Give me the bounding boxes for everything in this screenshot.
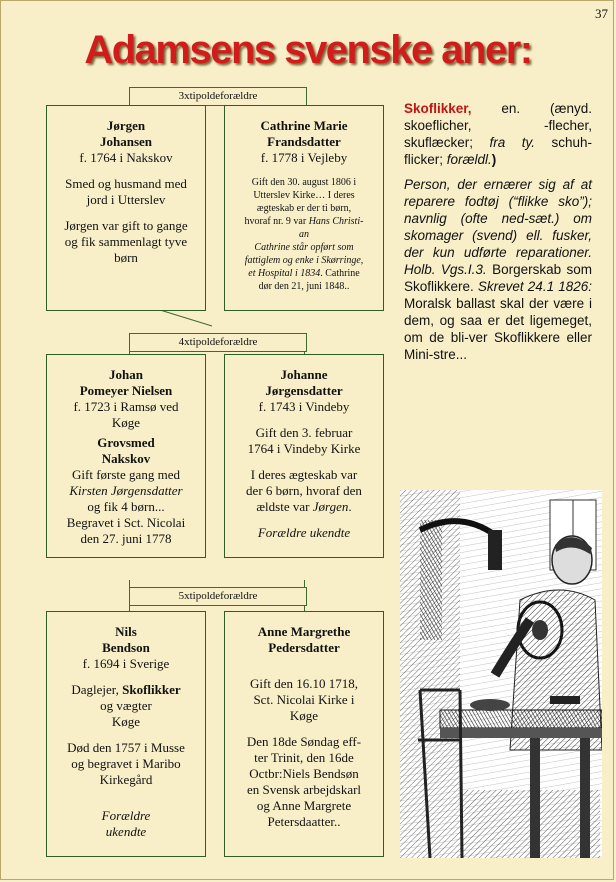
occupation: Nakskov: [101, 451, 151, 466]
parents-info: Forældre: [101, 808, 151, 823]
person-name: Johansen: [99, 134, 153, 149]
parents-info: Forældre ukendte: [257, 525, 351, 540]
connector-diagonal: [150, 308, 270, 328]
note: børn: [114, 250, 138, 265]
person-name: Johanne: [280, 367, 328, 382]
occupation: Køge: [111, 714, 141, 729]
death-info: Død den 1757 i Musse: [67, 740, 185, 755]
generation-label-g4: 4xtipoldeforældre: [129, 333, 307, 352]
person-name: Jørgen: [106, 118, 146, 133]
person-name: Anne Margrethe: [257, 624, 351, 639]
burial-info: den 27. juni 1778: [80, 531, 172, 546]
person-card-johan-pomeyer-nielsen: [46, 354, 206, 558]
cobbler-illustration: [400, 490, 602, 858]
page-title: Adamsens svenske aner:: [84, 28, 532, 72]
occupation: og vægter: [100, 698, 152, 713]
children-info: an: [299, 229, 309, 240]
death-info: dør den 21, juni 1848..: [258, 281, 350, 292]
person-card-nils-bendson: [46, 611, 206, 857]
person-name: Pomeyer Nielsen: [79, 383, 173, 398]
birth-info: f. 1764 i Nakskov: [79, 150, 173, 165]
person-name: Frandsdatter: [267, 134, 341, 149]
children-info: og fik 4 børn...: [87, 499, 165, 514]
birth-info: f. 1694 i Sverige: [82, 656, 170, 671]
burial-info: og begravet i Maribo: [71, 756, 181, 771]
burial-info: Begravet i Sct. Nicolai: [66, 515, 186, 530]
person-card-johanne-jorgensdatter: [224, 354, 384, 558]
marriage-info: Køge: [289, 708, 319, 723]
person-name: Nils: [115, 624, 137, 639]
marriage-info: Kirsten Jørgensdatter: [69, 483, 183, 498]
page-number: 37: [595, 6, 608, 21]
children-info: ældste var Jørgen.: [256, 499, 352, 514]
record-note: en Svensk arbejdskarl: [246, 782, 362, 797]
definition-body-paragraph: Person, der ernærer sig af at reparere fodtøj (“flikke sko”); navnlig (ofte ned-sæt.) om skomager (svend) ell. fusker, der kun udførte reparationer. Holb. Vgs.I.3. Borgerskab som Skoflikkere. Skrevet 24.1 1826: Moralsk ballast skal der være i dem, og saa er det ligemeget, om de bli-ver Skoflikkere eller Mini-stre...: [404, 177, 592, 362]
marriage-info: Sct. Nicolai Kirke i: [253, 692, 355, 707]
marriage-info: Gift den 30. august 1806 i: [251, 177, 357, 188]
children-info: ægteskab er der ti børn,: [256, 203, 352, 214]
note: et Hospital i 1834. Cathrine: [248, 268, 360, 279]
record-note: og Anne Margrete: [256, 798, 352, 813]
record-note: Den 18de Søndag eff-: [246, 734, 362, 749]
record-note: Petersdaatter..: [267, 814, 341, 829]
occupation: Daglejer, Skoflikker: [71, 682, 181, 697]
person-card-anne-margrethe-pedersdatter: [224, 611, 384, 857]
marriage-info: Gift den 16.10 1718,: [250, 676, 358, 691]
marriage-info: Gift den 3. februar: [255, 425, 353, 440]
person-name: Johan: [109, 367, 143, 382]
burial-info: Kirkegård: [99, 772, 153, 787]
birth-info: Køge: [111, 415, 141, 430]
occupation: Smed og husmand med: [65, 176, 187, 191]
note: fattiglem og enke i Skørringe,: [244, 255, 364, 266]
person-name: Pedersdatter: [268, 640, 340, 655]
person-name: Jørgensdatter: [265, 383, 343, 398]
person-card-jorgen-johansen: [46, 105, 206, 311]
birth-info: f. 1743 i Vindeby: [258, 399, 350, 414]
note: og fik sammenlagt tyve: [64, 234, 188, 249]
note: Cathrine står opført som: [254, 242, 354, 253]
person-name: Cathrine Marie: [260, 118, 348, 133]
occupation: jord i Utterslev: [86, 192, 166, 207]
occupation: Grovsmed: [97, 435, 155, 450]
marriage-info: Utterslev Kirke… I deres: [253, 190, 355, 201]
person-name: Bendson: [102, 640, 150, 655]
person-card-cathrine-frandsdatter: [224, 105, 384, 311]
note: Jørgen var gift to gange: [64, 218, 188, 233]
children-info: hvoraf nr. 9 var Hans Christi-: [244, 216, 364, 227]
record-note: Octbr:Niels Bendsøn: [249, 766, 359, 781]
cobbler-sketch-icon: [400, 490, 602, 858]
parents-info: ukendte: [105, 824, 147, 839]
generation-label-g5: 5xtipoldeforældre: [129, 587, 307, 606]
definition-heading-paragraph: Skoflikker, en. (ænyd. skoeflicher, -flecher, skuflæcker; fra ty. schuh-flicker; forældl.): [404, 101, 592, 167]
record-note: ter Trinit, den 16de: [254, 750, 354, 765]
marriage-info: Gift første gang med: [72, 467, 180, 482]
definition-text: [404, 100, 592, 371]
marriage-info: 1764 i Vindeby Kirke: [247, 441, 361, 456]
generation-label-g3: 3xtipoldeforældre: [129, 87, 307, 106]
children-info: der 6 børn, hvoraf den: [246, 483, 362, 498]
children-info: I deres ægteskab var: [250, 467, 358, 482]
birth-info: f. 1778 i Vejleby: [260, 150, 348, 165]
birth-info: f. 1723 i Ramsø ved: [73, 399, 179, 414]
